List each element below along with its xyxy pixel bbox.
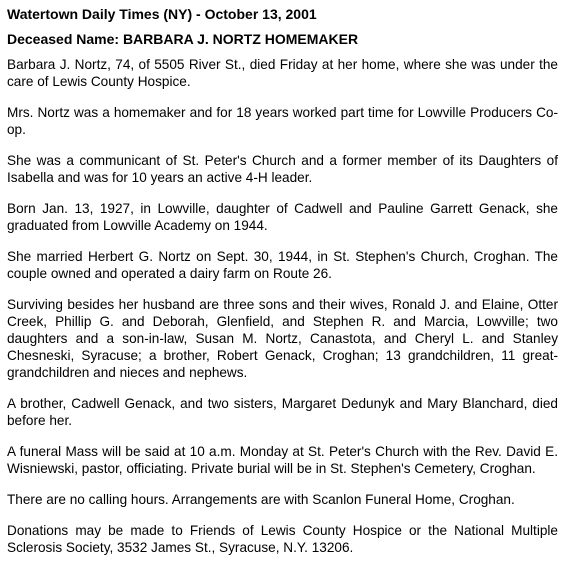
obituary-document	[7, 6, 558, 570]
source-heading: Watertown Daily Times (NY) - October 13, 2001	[7, 6, 317, 22]
paragraph-survivors: Surviving besides her husband are three sons and their wives, Ronald J. and Elaine, Otter Creek, Phillip G. and Deborah, Glenfield, and Stephen R. and Marcia, Lowville; two daughters and a son-in-law, Susan M. Nortz, Canastota, and Cheryl L. and Stanley Chesneski, Syracuse; a brother, Robert Genack, Croghan; 13 grandchildren, 11 great-grandchildren and nieces and nephews.	[7, 297, 558, 380]
paragraph-donations: Donations may be made to Friends of Lewis County Hospice or the National Multiple Sclerosis Society, 3532 James St., Syracuse, N.Y. 13206.	[7, 523, 558, 555]
paragraph-occupation: Mrs. Nortz was a homemaker and for 18 years worked part time for Lowville Producers Co-op.	[7, 105, 558, 137]
paragraph-arrangements: There are no calling hours. Arrangements are with Scanlon Funeral Home, Croghan.	[7, 492, 515, 507]
paragraph-funeral: A funeral Mass will be said at 10 a.m. Monday at St. Peter's Church with the Rev. David E. Wisniewski, pastor, officiating. Private burial will be in St. Stephen's Cemetery, Croghan.	[7, 444, 558, 476]
deceased-name-heading: Deceased Name: BARBARA J. NORTZ HOMEMAKER	[7, 31, 359, 47]
paragraph-death-notice: Barbara J. Nortz, 74, of 5505 River St., died Friday at her home, where she was under the care of Lewis County Hospice.	[7, 57, 558, 89]
paragraph-predeceased: A brother, Cadwell Genack, and two sisters, Margaret Dedunyk and Mary Blanchard, died before her.	[7, 396, 558, 428]
paragraph-birth: Born Jan. 13, 1927, in Lowville, daughter of Cadwell and Pauline Garrett Genack, she graduated from Lowville Academy on 1944.	[7, 201, 558, 233]
paragraph-marriage: She married Herbert G. Nortz on Sept. 30, 1944, in St. Stephen's Church, Croghan. The couple owned and operated a dairy farm on Route 26.	[7, 249, 558, 281]
paragraph-church: She was a communicant of St. Peter's Church and a former member of its Daughters of Isabella and was for 10 years an active 4-H leader.	[7, 153, 558, 185]
